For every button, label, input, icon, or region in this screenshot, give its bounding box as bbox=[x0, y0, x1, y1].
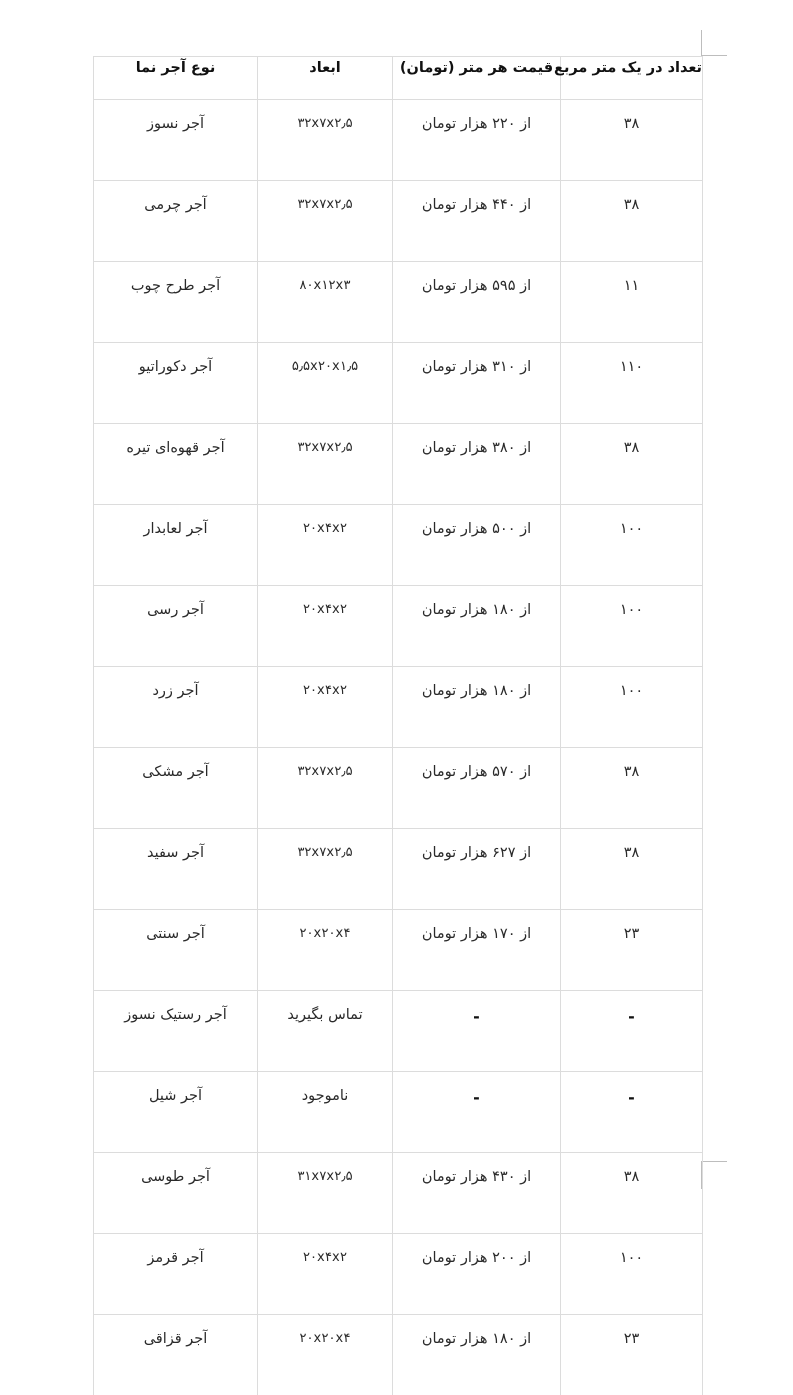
table-row bbox=[94, 1072, 703, 1153]
cell-quantity: ۱۰۰ bbox=[561, 1234, 703, 1315]
cell-price: از ۴۳۰ هزار تومان bbox=[393, 1153, 561, 1234]
header-price: قیمت هر متر (تومان) bbox=[393, 57, 561, 100]
header-quantity: تعداد در یک متر مربع bbox=[561, 57, 703, 100]
table-row bbox=[94, 829, 703, 910]
brick-price-table bbox=[93, 56, 702, 1141]
cell-type: آجر رسی bbox=[94, 586, 258, 667]
cell-quantity: ۱۰۰ bbox=[561, 667, 703, 748]
cell-dimensions: ۲۰x۴x۲ bbox=[258, 1234, 393, 1315]
table-row bbox=[94, 910, 703, 991]
cell-price: از ۵۹۵ هزار تومان bbox=[393, 262, 561, 343]
table-row bbox=[94, 667, 703, 748]
cell-type: آجر چرمی bbox=[94, 181, 258, 262]
cell-dimensions: ۳۲x۷x۲٫۵ bbox=[258, 829, 393, 910]
cell-quantity: ۳۸ bbox=[561, 181, 703, 262]
cell-quantity: ۲۳ bbox=[561, 910, 703, 991]
cell-type: آجر رستیک نسوز bbox=[94, 991, 258, 1072]
cell-dimensions: ۳۱x۷x۲٫۵ bbox=[258, 1153, 393, 1234]
header-brick-type: نوع آجر نما bbox=[94, 57, 258, 100]
cell-dimensions: ۳۲x۷x۲٫۵ bbox=[258, 424, 393, 505]
cell-price: از ۲۲۰ هزار تومان bbox=[393, 100, 561, 181]
table-row bbox=[94, 424, 703, 505]
cell-price: - bbox=[393, 991, 561, 1072]
cell-quantity: ۱۱ bbox=[561, 262, 703, 343]
table-row bbox=[94, 748, 703, 829]
cell-type: آجر قهوه‌ای تیره bbox=[94, 424, 258, 505]
crop-mark-top-right bbox=[701, 30, 702, 56]
table-row bbox=[94, 1234, 703, 1315]
cell-dimensions: ۲۰x۴x۲ bbox=[258, 667, 393, 748]
table-row bbox=[94, 586, 703, 667]
cell-type: آجر لعابدار bbox=[94, 505, 258, 586]
cell-quantity: ۳۸ bbox=[561, 100, 703, 181]
cell-price: از ۳۸۰ هزار تومان bbox=[393, 424, 561, 505]
cell-type: آجر دکوراتیو bbox=[94, 343, 258, 424]
cell-type: آجر زرد bbox=[94, 667, 258, 748]
cell-dimensions: ۵٫۵x۲۰x۱٫۵ bbox=[258, 343, 393, 424]
cell-quantity: ۱۱۰ bbox=[561, 343, 703, 424]
cell-price: از ۳۱۰ هزار تومان bbox=[393, 343, 561, 424]
cell-dimensions: ۳۲x۷x۲٫۵ bbox=[258, 100, 393, 181]
cell-price: از ۱۸۰ هزار تومان bbox=[393, 1315, 561, 1395]
table-row bbox=[94, 1153, 703, 1234]
table-row bbox=[94, 100, 703, 181]
table-row bbox=[94, 262, 703, 343]
price-table bbox=[93, 56, 703, 1395]
cell-price: از ۵۷۰ هزار تومان bbox=[393, 748, 561, 829]
cell-type: آجر سنتی bbox=[94, 910, 258, 991]
cell-quantity: ۳۸ bbox=[561, 424, 703, 505]
cell-price: از ۵۰۰ هزار تومان bbox=[393, 505, 561, 586]
cell-dimensions: تماس بگیرید bbox=[258, 991, 393, 1072]
cell-type: آجر مشکی bbox=[94, 748, 258, 829]
cell-type: آجر طوسی bbox=[94, 1153, 258, 1234]
cell-dimensions: ۲۰x۲۰x۴ bbox=[258, 910, 393, 991]
cell-dimensions: ۳۲x۷x۲٫۵ bbox=[258, 181, 393, 262]
table-row bbox=[94, 343, 703, 424]
cell-price: از ۶۲۷ هزار تومان bbox=[393, 829, 561, 910]
cell-dimensions: ۲۰x۴x۲ bbox=[258, 586, 393, 667]
cell-type: آجر سفید bbox=[94, 829, 258, 910]
table-row bbox=[94, 181, 703, 262]
cell-quantity: - bbox=[561, 991, 703, 1072]
table-header-row bbox=[94, 57, 703, 100]
header-dimensions: ابعاد bbox=[258, 57, 393, 100]
cell-dimensions: ناموجود bbox=[258, 1072, 393, 1153]
cell-dimensions: ۲۰x۲۰x۴ bbox=[258, 1315, 393, 1395]
cell-price: از ۱۷۰ هزار تومان bbox=[393, 910, 561, 991]
cell-quantity: - bbox=[561, 1072, 703, 1153]
cell-dimensions: ۳۲x۷x۲٫۵ bbox=[258, 748, 393, 829]
crop-mark-bottom-right bbox=[701, 1161, 727, 1162]
cell-type: آجر طرح چوب bbox=[94, 262, 258, 343]
cell-price: از ۲۰۰ هزار تومان bbox=[393, 1234, 561, 1315]
cell-quantity: ۱۰۰ bbox=[561, 586, 703, 667]
table-row bbox=[94, 505, 703, 586]
cell-quantity: ۳۸ bbox=[561, 748, 703, 829]
cell-price: از ۴۴۰ هزار تومان bbox=[393, 181, 561, 262]
cell-type: آجر قرمز bbox=[94, 1234, 258, 1315]
cell-quantity: ۱۰۰ bbox=[561, 505, 703, 586]
table-row bbox=[94, 1315, 703, 1395]
cell-quantity: ۳۸ bbox=[561, 829, 703, 910]
cell-price: - bbox=[393, 1072, 561, 1153]
cell-quantity: ۲۳ bbox=[561, 1315, 703, 1395]
cell-type: آجر قزاقی bbox=[94, 1315, 258, 1395]
cell-dimensions: ۲۰x۴x۲ bbox=[258, 505, 393, 586]
cell-price: از ۱۸۰ هزار تومان bbox=[393, 586, 561, 667]
cell-quantity: ۳۸ bbox=[561, 1153, 703, 1234]
table-row bbox=[94, 991, 703, 1072]
crop-mark-top-right bbox=[701, 55, 727, 56]
cell-type: آجر شیل bbox=[94, 1072, 258, 1153]
cell-dimensions: ۸۰x۱۲x۳ bbox=[258, 262, 393, 343]
cell-type: آجر نسوز bbox=[94, 100, 258, 181]
cell-price: از ۱۸۰ هزار تومان bbox=[393, 667, 561, 748]
